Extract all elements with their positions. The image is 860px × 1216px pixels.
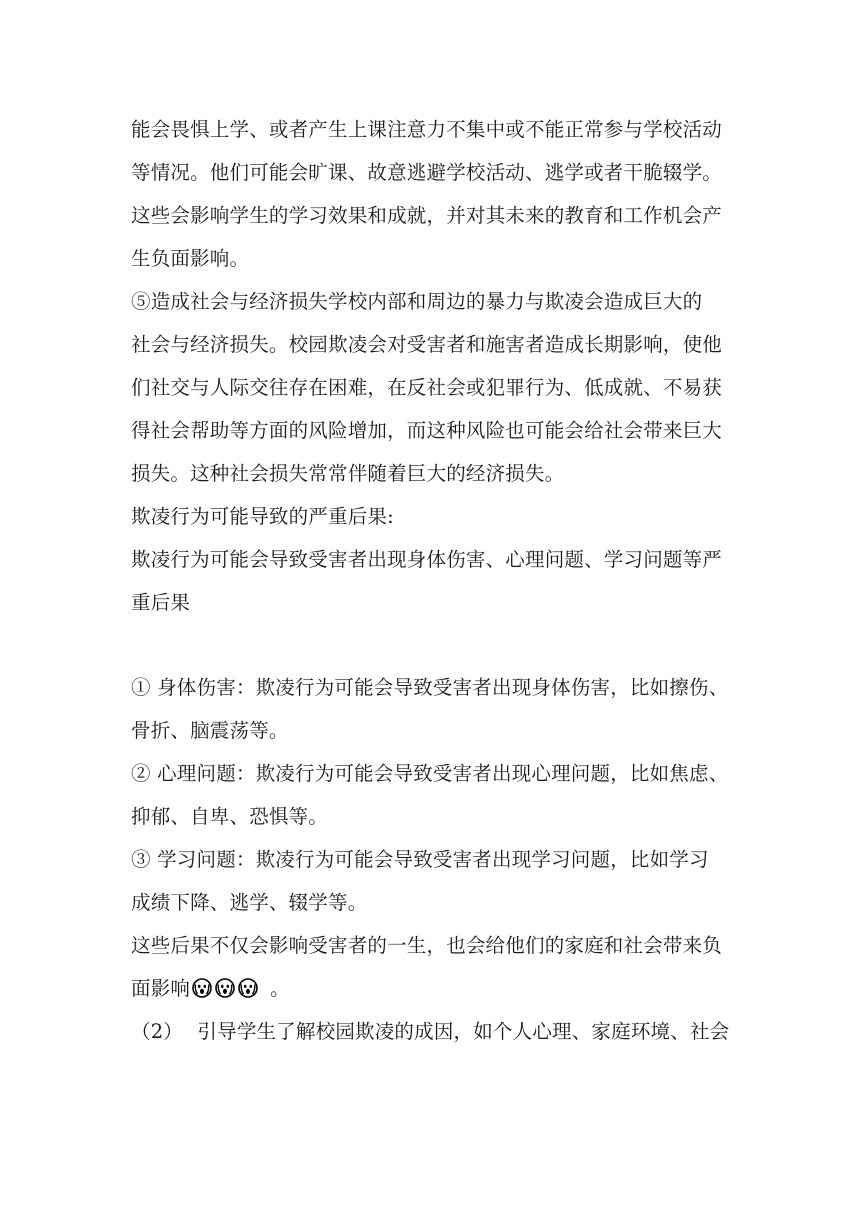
screaming-face-icon	[238, 978, 258, 998]
document-page	[131, 108, 731, 1053]
text-line: 这些后果不仅会影响受害者的一生，也会给他们的家庭和社会带来负	[131, 934, 723, 957]
text-fragment: 。	[270, 977, 290, 1000]
text-line-with-emoji	[131, 967, 731, 1010]
list-number: （2）	[131, 1020, 184, 1043]
text-line: ⑤造成社会与经济损失学校内部和周边的暴力与欺凌会造成巨大的	[131, 290, 703, 313]
text-line: 生负面影响。	[131, 247, 250, 270]
emoji-group	[192, 978, 258, 998]
text-line: 损失。这种社会损失常常伴随着巨大的经济损失。	[131, 462, 565, 485]
text-line: 能会畏惧上学、或者产生上课注意力不集中或不能正常参与学校活动	[131, 118, 723, 141]
text-line: 这些会影响学生的学习效果和成就，并对其未来的教育和工作机会产	[131, 204, 723, 227]
text-line: 们社交与人际交往存在困难，在反社会或犯罪行为、低成就、不易获	[131, 376, 723, 399]
text-line	[131, 1010, 731, 1053]
text-fragment: 面影响	[131, 977, 191, 1000]
text-line: 得社会帮助等方面的风险增加，而这种风险也可能会给社会带来巨大	[131, 419, 723, 442]
screaming-face-icon	[215, 978, 235, 998]
text-line: 成绩下降、逃学、辍学等。	[131, 891, 368, 914]
text-line: 重后果	[131, 591, 191, 614]
text-line: 欺凌行为可能会导致受害者出现身体伤害、心理问题、学习问题等严	[131, 548, 723, 571]
text-line: 社会与经济损失。校园欺凌会对受害者和施害者造成长期影响，使他	[131, 333, 723, 356]
text-line: ① 身体伤害：欺凌行为可能会导致受害者出现身体伤害，比如擦伤、	[131, 676, 729, 699]
text-line: ② 心理问题：欺凌行为可能会导致受害者出现心理问题，比如焦虑、	[131, 762, 729, 785]
text-line: 骨折、脑震荡等。	[131, 719, 289, 742]
text-fragment: 引导学生了解校园欺凌的成因，如个人心理、家庭环境、社会	[191, 1020, 730, 1043]
text-line: 欺凌行为可能导致的严重后果:	[131, 505, 394, 528]
text-line: 抑郁、自卑、恐惧等。	[131, 805, 329, 828]
text-line: 等情况。他们可能会旷课、故意逃避学校活动、逃学或者干脆辍学。	[131, 161, 723, 184]
text-line: ③ 学习问题：欺凌行为可能会导致受害者出现学习问题，比如学习	[131, 848, 709, 871]
screaming-face-icon	[192, 978, 212, 998]
blank-line	[131, 624, 731, 666]
